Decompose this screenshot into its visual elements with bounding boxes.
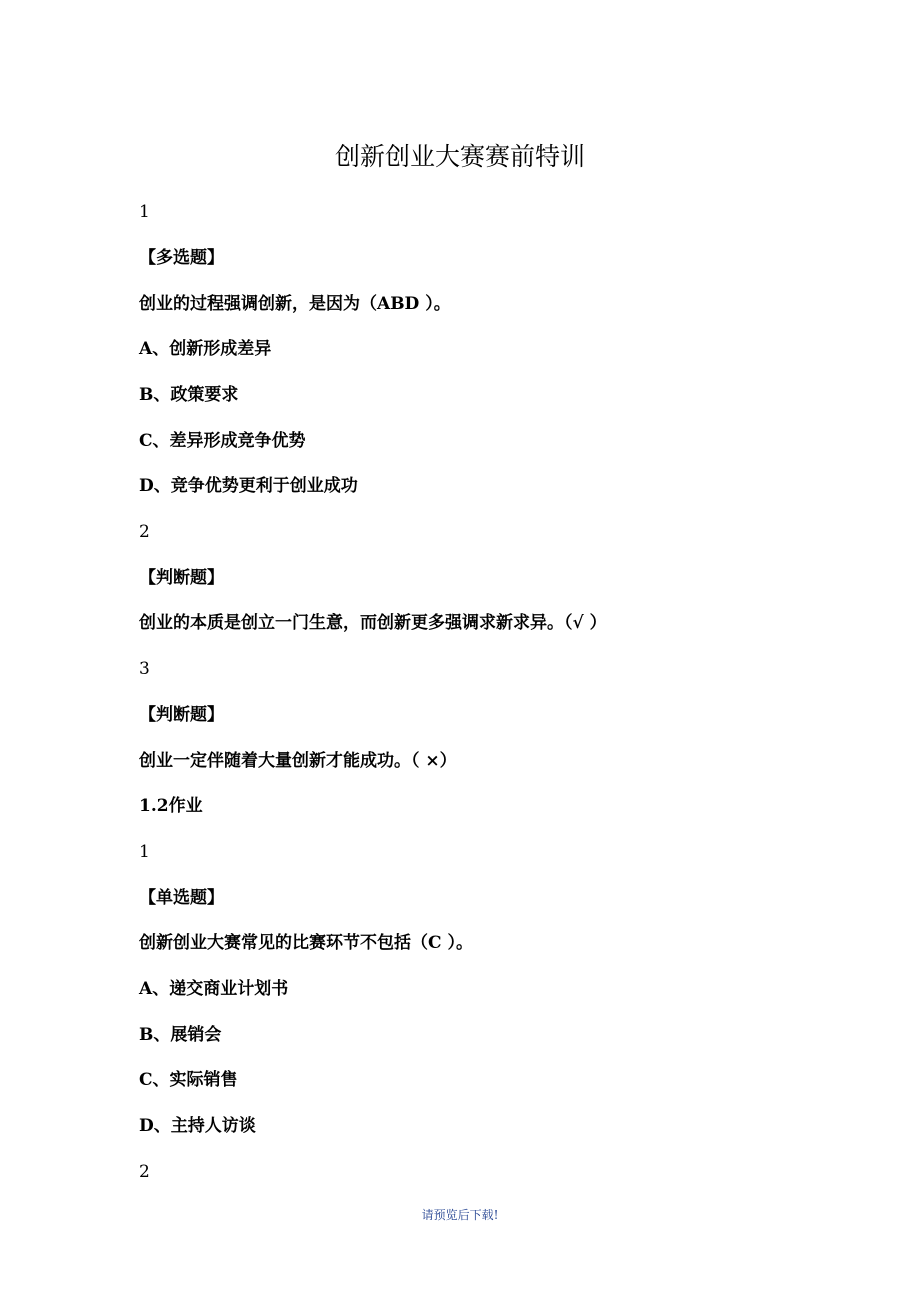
question-number: 3 — [139, 659, 150, 679]
question-type-label: 【多选题】 — [139, 248, 224, 268]
question-type-label: 【单选题】 — [139, 888, 224, 908]
section-heading: 1.2作业 — [139, 796, 203, 816]
question-type-label: 【判断题】 — [139, 705, 224, 725]
question-type-label: 【判断题】 — [139, 568, 224, 588]
question-text: 创业一定伴随着大量创新才能成功。（ ×） — [139, 751, 457, 771]
question-number: 1 — [139, 842, 150, 862]
option-d: D、竞争优势更利于创业成功 — [139, 476, 358, 496]
question-text: 创业的过程强调创新，是因为（ABD ）。 — [139, 294, 451, 314]
option-b: B、政策要求 — [139, 385, 239, 405]
question-number: 1 — [139, 202, 150, 222]
option-d: D、主持人访谈 — [139, 1116, 256, 1136]
option-a: A、递交商业计划书 — [139, 979, 289, 999]
question-text: 创业的本质是创立一门生意，而创新更多强调求新求异。（√ ） — [139, 613, 607, 633]
question-text: 创新创业大赛常见的比赛环节不包括（C ）。 — [139, 933, 473, 953]
option-b: B、展销会 — [139, 1025, 222, 1045]
question-number: 2 — [139, 522, 150, 542]
option-a: A、创新形成差异 — [139, 339, 272, 359]
footer-note: 请预览后下载! — [421, 1208, 499, 1222]
page-title: 创新创业大赛赛前特训 — [334, 142, 585, 171]
option-c: C、差异形成竞争优势 — [139, 431, 306, 451]
option-c: C、实际销售 — [139, 1070, 238, 1090]
question-number: 2 — [139, 1162, 150, 1182]
